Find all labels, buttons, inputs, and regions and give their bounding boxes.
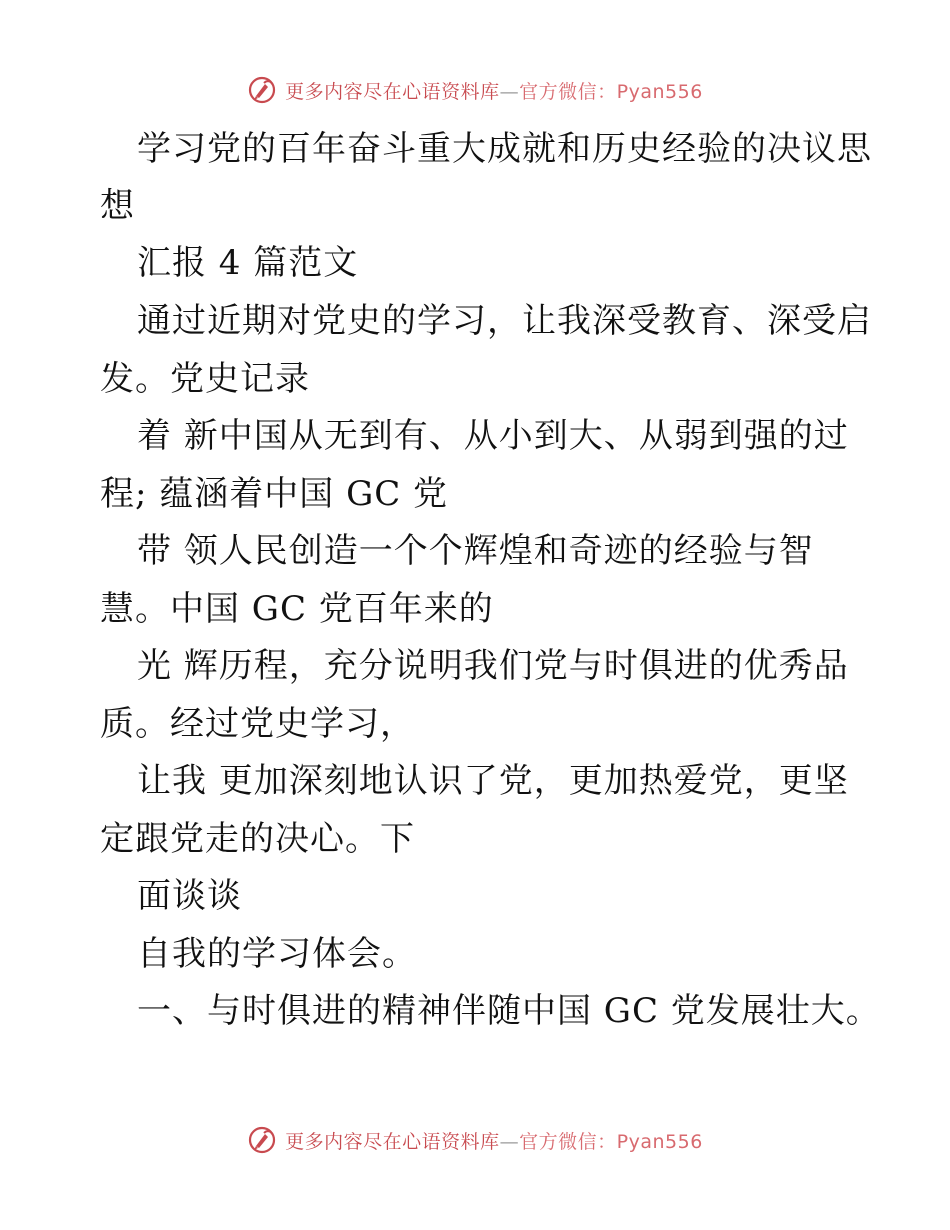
paragraph-line: 慧。中国 GC 党百年来的 bbox=[100, 589, 494, 629]
footer-watermark bbox=[0, 1120, 950, 1160]
paragraph-line: 质。经过党史学习， bbox=[100, 704, 415, 744]
paragraph-line: 光 辉历程，充分说明我们党与时俱进的优秀品 bbox=[137, 646, 849, 686]
paragraph-line: 自我的学习体会。 bbox=[137, 934, 417, 974]
title-line-2: 想 bbox=[100, 186, 135, 226]
paragraph-line: 通过近期对党史的学习，让我深受教育、深受启 bbox=[137, 301, 872, 341]
watermark-wechat: 官方微信：Pyan556 bbox=[519, 1130, 703, 1153]
watermark-separator: — bbox=[499, 80, 520, 103]
paragraph-line: 程; 蕴涵着中国 GC 党 bbox=[100, 474, 449, 514]
watermark-brand: 更多内容尽在心语资料库 bbox=[285, 80, 500, 103]
watermark-separator: — bbox=[499, 1130, 520, 1153]
paragraph-line: 定跟党走的决心。下 bbox=[100, 819, 415, 859]
watermark-brand: 更多内容尽在心语资料库 bbox=[285, 1130, 500, 1153]
paragraph-line: 让我 更加深刻地认识了党，更加热爱党，更坚 bbox=[137, 761, 849, 801]
watermark-text bbox=[285, 1127, 703, 1154]
paragraph-line: 着 新中国从无到有、从小到大、从弱到强的过 bbox=[137, 416, 849, 456]
paragraph-line: 带 领人民创造一个个辉煌和奇迹的经验与智 bbox=[137, 531, 814, 571]
subtitle-line: 汇报 4 篇范文 bbox=[137, 243, 359, 283]
pen-nib-logo-icon bbox=[247, 1125, 277, 1155]
paragraph-line: 发。党史记录 bbox=[100, 359, 310, 399]
paragraph-line: 面谈谈 bbox=[137, 876, 242, 916]
title-line-1: 学习党的百年奋斗重大成就和历史经验的决议思 bbox=[137, 129, 872, 169]
watermark-wechat: 官方微信：Pyan556 bbox=[519, 80, 703, 103]
section-heading: 一、与时俱进的精神伴随中国 GC 党发展壮大。 bbox=[137, 991, 881, 1031]
